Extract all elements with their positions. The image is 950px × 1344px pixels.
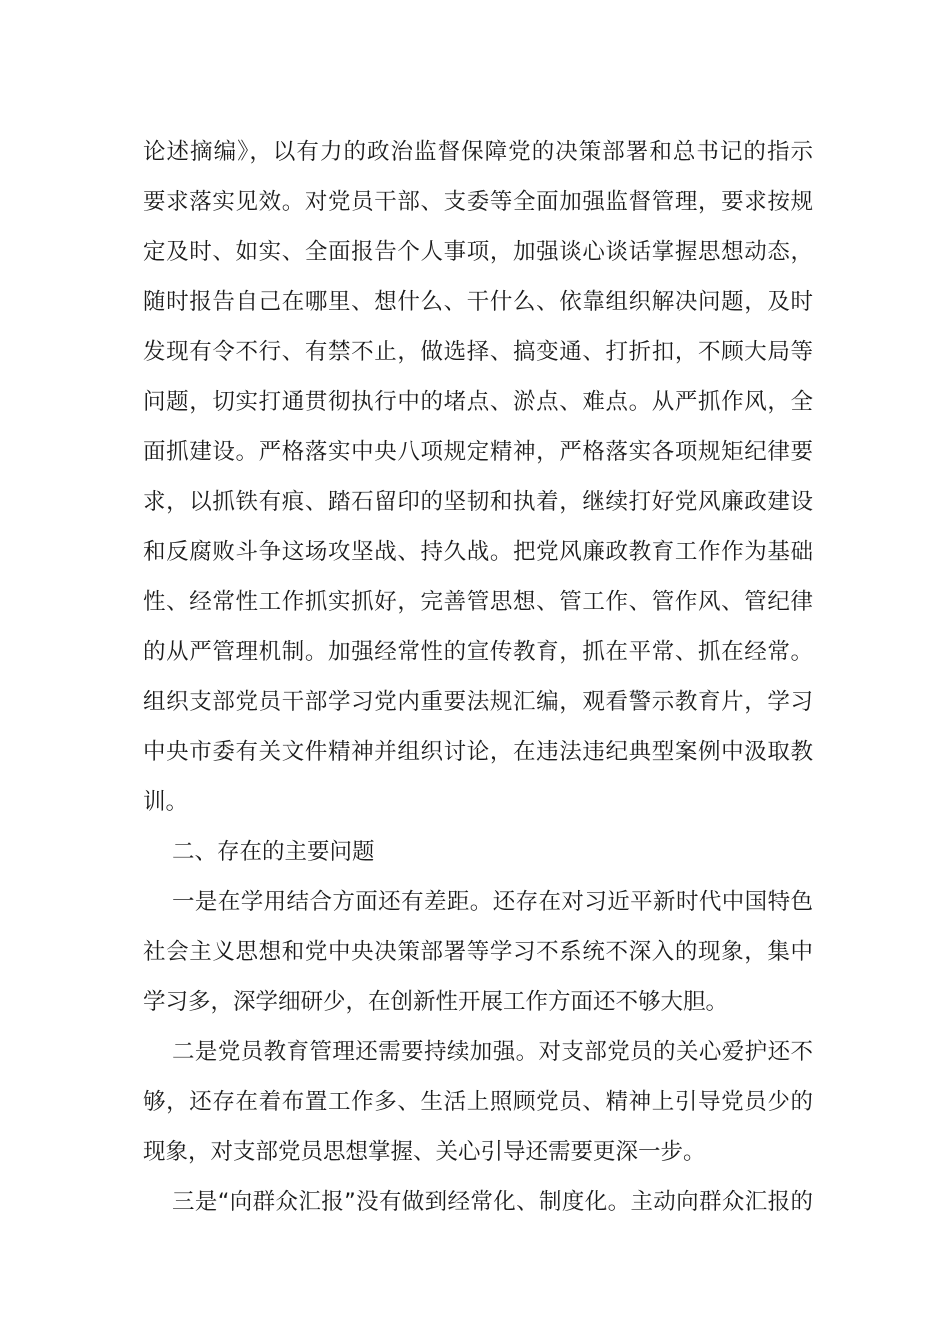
text-line: 发现有令不行、有禁不止，做选择、搞变通、打折扣，不顾大局等 [143, 339, 813, 365]
text-line: 训。 [143, 789, 189, 815]
text-line: 够，还存在着布置工作多、生活上照顾党员、精神上引导党员少的 [143, 1089, 813, 1115]
text-line: 组织支部党员干部学习党内重要法规汇编，观看警示教育片，学习 [143, 689, 813, 715]
text-line: 和反腐败斗争这场攻坚战、持久战。把党风廉政教育工作作为基础 [143, 539, 813, 565]
text-line: 要求落实见效。对党员干部、支委等全面加强监督管理，要求按规 [143, 189, 813, 215]
text-line: 三是“向群众汇报”没有做到经常化、制度化。主动向群众汇报的 [172, 1189, 813, 1215]
text-line: 问题，切实打通贯彻执行中的堵点、淤点、难点。从严抓作风，全 [143, 389, 813, 415]
document-body [143, 127, 813, 1227]
section-heading: 二、存在的主要问题 [172, 839, 375, 865]
text-line: 一是在学用结合方面还有差距。还存在对习近平新时代中国特色 [172, 889, 813, 915]
text-line: 学习多，深学细研少，在创新性开展工作方面还不够大胆。 [143, 989, 729, 1015]
text-line: 面抓建设。严格落实中央八项规定精神，严格落实各项规矩纪律要 [143, 439, 813, 465]
text-line: 定及时、如实、全面报告个人事项，加强谈心谈话掌握思想动态， [143, 239, 813, 265]
text-line: 社会主义思想和党中央决策部署等学习不系统不深入的现象，集中 [143, 939, 813, 965]
text-line: 的从严管理机制。加强经常性的宣传教育，抓在平常、抓在经常。 [143, 639, 813, 665]
text-line: 随时报告自己在哪里、想什么、干什么、依靠组织解决问题，及时 [143, 289, 813, 315]
text-line: 二是党员教育管理还需要持续加强。对支部党员的关心爱护还不 [172, 1039, 813, 1065]
text-line: 现象，对支部党员思想掌握、关心引导还需要更深一步。 [143, 1139, 706, 1165]
text-line: 性、经常性工作抓实抓好，完善管思想、管工作、管作风、管纪律 [143, 589, 813, 615]
text-line: 中央市委有关文件精神并组织讨论，在违法违纪典型案例中汲取教 [143, 739, 813, 765]
text-line: 论述摘编》，以有力的政治监督保障党的决策部署和总书记的指示 [143, 139, 813, 165]
text-line: 求，以抓铁有痕、踏石留印的坚韧和执着，继续打好党风廉政建设 [143, 489, 813, 515]
